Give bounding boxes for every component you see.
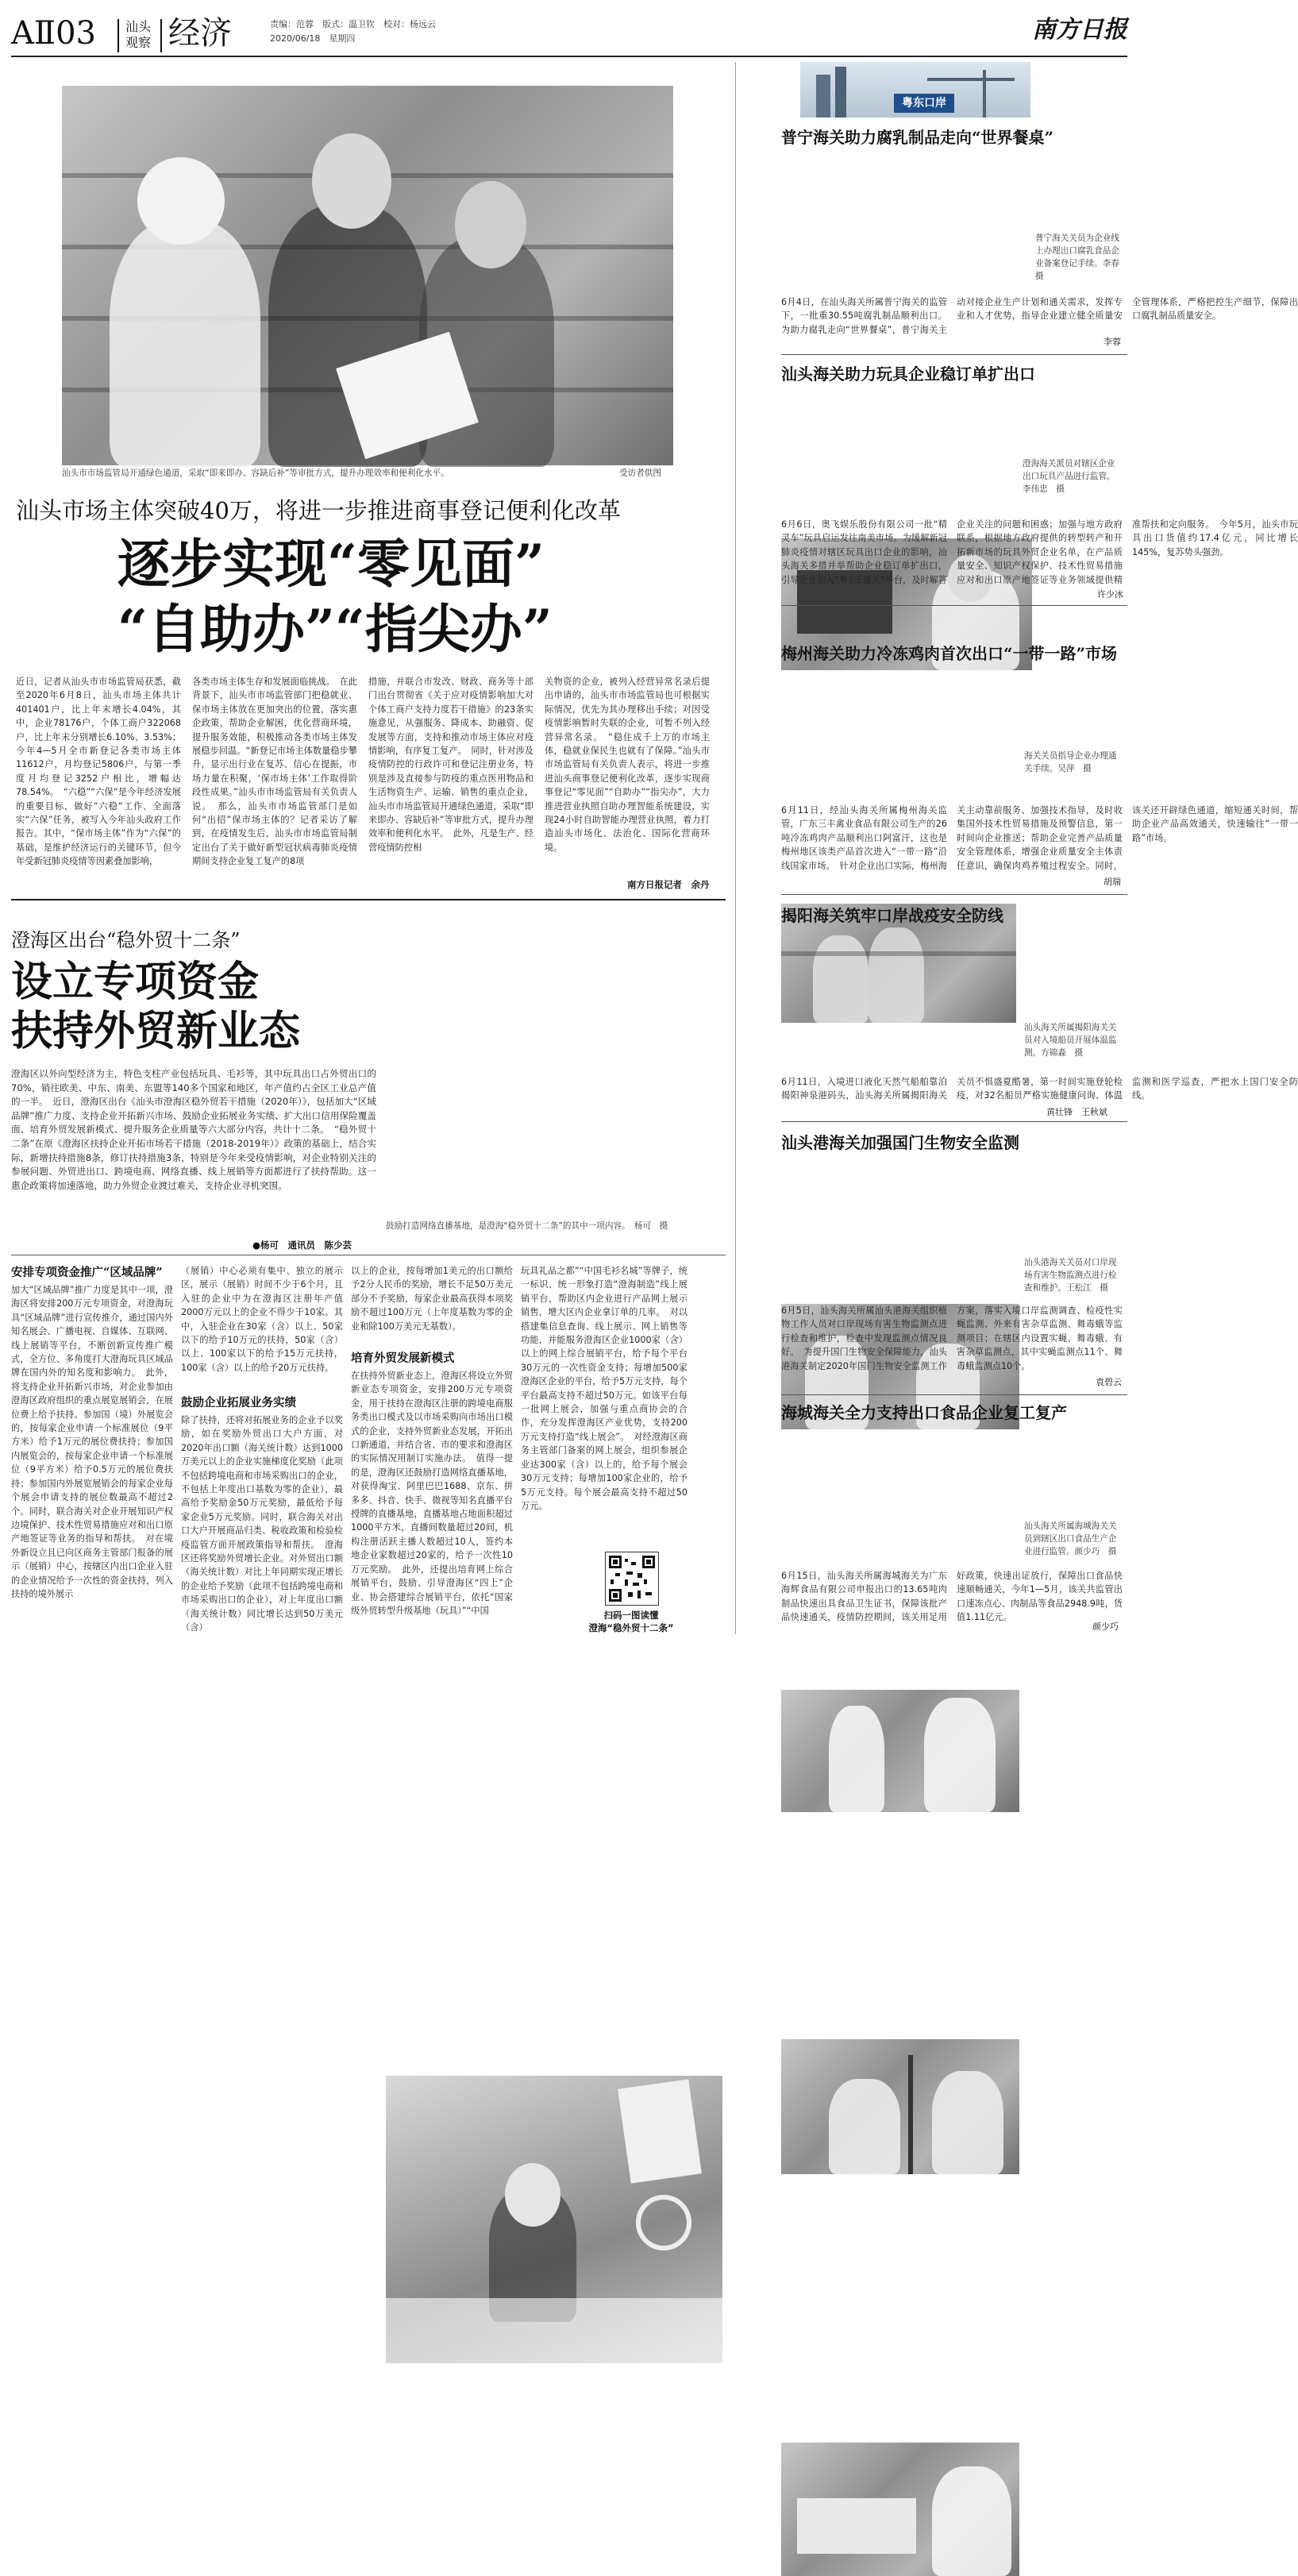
main-kicker: 汕头市场主体突破40万，将进一步推进商事登记便利化改革: [16, 497, 621, 524]
column-stack: [125, 19, 151, 51]
sidebar-item-4-body: 6月11日，入境进口液化天然气船舶靠泊揭阳神泉港码头，汕头海关所属揭阳海关关员不惧盛夏酷暑，第一时间实施登轮检疫，对32名船员严格实施健康问询、体温监测和医学巡查，严把水上国门安全防线。: [781, 1077, 1298, 1101]
second-col-2b: 除了扶持，还将对拓展业务的企业予以奖励，如在奖励外贸出口大户方面，对2020年出口额（海关统计数）达到1000万美元以上的企业实施梯度化奖励（此项不包括跨境电商和市场采购出口的企业，不包括上年度出口基数为零的企业），最高给予奖励金50万元奖励，最低给予每家企业5万元奖励。同时，联合海关对出口大户开展商品归类、税收政策和检验检疫监管方面开展政策指导和帮扶。 澄海区还将奖励外贸增长企业。对外贸出口额（海关统计数）对比上年同期实现正增长的企业给予奖励（此项不包括跨境电商和市场采购出口的企业），对上年度出口额（海关统计数）同比增长达到50万美元（含）: [181, 1415, 343, 1633]
sidebar-item-3-caption: 海关关员指导企业办理通关手续。吴萍 摄: [1024, 751, 1117, 773]
qr-code[interactable]: [605, 1552, 659, 1606]
sidebar-item-4-caption: 汕头海关所属揭阳海关关员对入境船员开展体温监测。方锦淼 摄: [1024, 1023, 1117, 1058]
sidebar-rule-2: [781, 605, 1127, 606]
sidebar-item-3-body: 6月11日，经汕头海关所属梅州海关监管，广东三丰禽业食品有限公司生产的26吨冷冻鸡肉产品顺利出口阿富汗，这也是梅州地区该类产品首次进入“一带一路”沿线国家市场。 针对企业出口实际，梅州海关主动靠前服务、加强技术指导，及时收集国外技术性贸易措施及预警信息，第一时间向企业推送；帮助企业完善产品质量安全管理体系，增强企业质量安全主体责任意识，确保肉鸡养殖过程安全。同时，该关还开辟绿色通道，缩短通关时间，帮助企业产品高效通关，快速输往“一带一路”市场。: [781, 805, 1298, 871]
editors-line: 责编：范蓉 版式：温卫钦 校对：杨远云: [270, 19, 436, 29]
sidebar-item-1-author: 李蓉: [1103, 337, 1121, 347]
header-divider-2: [160, 19, 162, 52]
sidebar-item-2-title: 汕头海关助力玩具企业稳订单扩出口: [781, 364, 1035, 384]
section-rule: [11, 899, 726, 900]
second-col-3b: 在扶持外贸新业态上，澄海区将设立外贸新业态专项资金，安排200万元专项资金，用于扶持在澄海区注册的跨境电商服务类出口模式及以市场采购向市场出口模式的企业，支持外贸新业态发展，开拓出口新通道，并结合省、市的要求和澄海区的实际情况用制订实施办法。 值得一提的是，澄海区还鼓励打造网络直播基地，对获得淘宝、阿里巴巴1688、京东、拼多多、抖音、快手、微视等知名直播平台授牌的直播基地，直播基地占地面积超过1000平方米，直播间数量超过20间，机构注册活跃主播人数超过10人，签约本地企业家数超过20家的，给予一次性10万元奖励。 此外，还提出培育网上综合展销平台，鼓励、引导澄海区“四上”企业、协会搭建综合展销平台，依托“国家级外贸转型升级基地（玩具）”“中国: [351, 1371, 513, 1616]
qr-code-icon: [609, 1556, 655, 1602]
sidebar-item-1-title: 普宁海关助力腐乳制品走向“世界餐桌”: [781, 128, 1054, 147]
sidebar-item-6-body: 6月15日，汕头海关所属海城海关为广东海辉食品有限公司申报出口的13.65吨肉制品快速出具食品卫生证书，保障该批产品快速通关，疫情防控期间，该关用足用好政策，快速出证放行，保障出口食品快速顺畅通关，今年1—5月，该关共监管出口速冻点心、肉制品等食品2948.9吨，货值1.11亿元。: [781, 1571, 1123, 1623]
main-body-col-3: 措施，并联合市发改、财政、商务等十部门出台贯彻省《关于应对疫情影响加大对个体工商户支持力度若干措施》的23条实施意见，从强服务、降成本、助融资、促发展等方面，支持和推动市场主体应对疫情影响，有序复工复产。 同时，针对涉及疫情防控的行政许可和登记注册业务，特别是涉及直接参与防疫的重点医用物品和生活物资生产、运输、销售的重点企业，汕头市市场监管局开通绿色通道，采取“即来即办、容缺后补”等审批方式，提升办理效率和便利化水平。 此外，凡是生产、经营疫情防控相: [368, 677, 533, 853]
sidebar-rule-3: [781, 894, 1127, 895]
qr-caption: [556, 1609, 707, 1634]
sidebar-item-5-photo: [781, 2039, 1019, 2174]
second-col-4: 玩具礼品之都”“中国毛衫名城”等牌子，统一标识、统一形象打造“澄海制造”线上展销平台，帮助区内企业进行产品网上展示销售，增大区内企业拿订单的几率。 对以搭建集信息查询、线上展示、网上销售等功能，并能服务澄海区企业1000家（含）以上的网上综合展销平台，给予每个平台30万元的一次性资金支持；每增加500家澄海区企业的平台，给予5万元支持，每个平台最高支持不超过50万元。如该平台每一批网上展会，加强与重点商协会的合作，充分发挥澄海区产业优势，支持200万元支持打造“线上展会”。 对经澄海区商务主管部门备案的网上展会，组织参展企业达300家（含）以上的，给予每个展会30万元支持；每增加100家企业的，给予5万元支持。每个展会最高支持不超过50万元。: [521, 1266, 688, 1511]
second-subhead-2: 鼓励企业拓展业务实绩: [181, 1396, 296, 1409]
main-body-col-1: 近日，记者从汕头市市场监管局获悉，截至2020年6月8日，汕头市场主体共计401401户，比上年末增长4.04%，其中，企业78176户，个体工商户322068户，比上年末分别增长6.10%、3.53%；今年4—5月全市新登记各类市场主体11612户，月均登记5806户，与第一季度月均登记3252户相比，增幅达78.54%。 “六稳”“六保”是今年经济发展的重要目标，做好“六稳”工作、全面落实“六保”任务，被写入今年汕头政府工作报告。其中，“保市场主体”作为“六保”的基础，是维护经济运行的关键环节，但今年受新冠肺炎疫情等因素叠加影响，: [16, 677, 181, 867]
masthead-logo: 南方日报: [1032, 16, 1127, 44]
header-rule: [11, 56, 1127, 57]
sidebar-item-4-author: 黄壮锋 王秋斌: [1046, 1107, 1107, 1117]
second-col-2: （展销）中心必须有集中、独立的展示区，展示（展销）时间不少于6个月，且入驻的企业中为在澄海区注册年产值2000万元以上的企业不得少于10家。其中，入驻企业在30家（含）以上、50家以下的给予10万元的扶持，50家（含）以上、100家以下的给予15万元扶持，100家（含）以上的给予20万元扶持。: [181, 1266, 343, 1373]
second-photo: [386, 2076, 722, 2363]
qr-caption-line-1: 扫码一图读懂: [603, 1610, 659, 1621]
second-kicker: 澄海区出台“稳外贸十二条”: [11, 929, 241, 951]
sidebar-badge: 粤东口岸: [894, 94, 954, 113]
column-stack-line-1: 汕头: [125, 19, 152, 34]
date-line: 2020/06/18 星期四: [270, 33, 356, 44]
second-col-3: 以上的企业，按每增加1美元的出口额给予2分人民币的奖励，增长不足50万美元部分不予奖励，每家企业最高获得本项奖励不超过100万元（上年度基数为零的企业和除100万美元无基数）。: [351, 1266, 513, 1332]
page-number: AⅡ03: [11, 15, 96, 52]
sidebar-item-4-title: 揭阳海关筑牢口岸战疫安全防线: [781, 906, 1003, 925]
sidebar-item-6-author: 颜少巧: [1092, 1622, 1119, 1632]
sidebar-item-2-author: 许少冰: [1097, 589, 1123, 600]
second-byline: ●杨可 通讯员 陈少芸: [252, 1240, 352, 1251]
sidebar-item-5-author: 袁碧云: [1096, 1377, 1122, 1387]
sidebar-rule-5: [781, 1394, 1127, 1395]
sidebar-item-6-caption: 汕头海关所属海城海关关员到辖区出口食品生产企业进行监管。颜少巧 摄: [1024, 1521, 1117, 1556]
sidebar-rule-1: [781, 354, 1127, 355]
sidebar-item-5-caption: 汕头港海关关员对口岸现场有害生物监测点进行检查和维护。王松江 摄: [1024, 1258, 1117, 1293]
sidebar-item-1-caption: 普宁海关关员为企业线上办理出口腐乳食品企业备案登记手续。李春 摄: [1035, 233, 1128, 281]
sidebar-item-5-title: 汕头港海关加强国门生物安全监测: [781, 1133, 1019, 1152]
sidebar-divider: [735, 62, 736, 1634]
second-subhead-3: 培育外贸发展新模式: [351, 1352, 455, 1365]
main-photo: [62, 86, 673, 465]
main-body-col-4: 关物资的企业，被列入经营异常名录后提出申请的，汕头市市场监管局也可根据实际情况，优先为其办理移出手续；对因受疫情影响暂时失联的企业，可暂不列入经营异常名录。 “稳住成千上万的市场主体，稳就业保民生也就有了保障。”汕头市市场监管局有关负责人表示，将进一步推进汕头商事登记便利化改革，逐步实现商事登记“零见面”“自助办”“指尖办”，大力推进营业执照自助办理智能系统建设，实现24小时自助智能办理营业执照，着力打造汕头市场化、法治化、国际化营商环境。: [545, 677, 710, 853]
main-byline: 南方日报记者 余丹: [627, 879, 710, 890]
qr-caption-line-2: 澄海“稳外贸十二条”: [588, 1622, 674, 1633]
second-col-1: 加大“区域品牌”推广力度是其中一项，澄海区将安排200万元专项资金，对澄海玩具“区域品牌”进行宣传推介，通过国内外知名展会、广播电视、自媒体、互联网、线上展销等平台，不断创新宣传推广模式，全方位、多角度打大澄海玩具区域品牌在国内外的知名度和影响力。 此外，将支持企业开拓新兴市场，对企业参加由澄海区政府组织的重点展览展销会，在展位费上给予扶持。参加国（境）外展览会的，按每家企业申请一个标准展位（9平方米）给予1万元的展位费扶持；参加国内展览会的，按每家企业申请一个标准展位（9平方米）给予0.5万元的展位费扶持；参加国内外展览展销会的每家企业每个展会申请支持的展位数最高不超过2个。同时，联合海关对企业开展知识产权边境保护、技术性贸易措施应对和出口原产地签证等业务的指导和帮扶。 对在境外新设立且已向区商务主管部门报备的展示（展销）中心，按辖区内出口企业入驻的企业情况给予一次性的资金扶持，列入扶持的境外展示: [11, 1285, 173, 1599]
sidebar-item-2-caption: 澄海海关派员对辖区企业出口玩具产品进行监管。李伟忠 摄: [1023, 459, 1115, 494]
main-body-col-2: 各类市场主体生存和发展面临挑战。 在此背景下，汕头市市场监管部门把稳就业、保市场主体放在更加突出的位置，落实惠企政策，帮助企业解困，优化营商环境，提升服务效能，积极推动各类市场主体发展稳步回温。“新登记市场主体数量稳步攀升，显示出行业在复苏、信心在提振，市场力量在积聚，‘保市场主体’工作取得阶段性成果。”汕头市市场监管局有关负责人说。 那么，汕头市市场监管部门是如何“出招”保市场主体的？记者采访了解到，在疫情发生后，汕头市市场监管局制定出台了关于做好新型冠状病毒肺炎疫情期间支持企业复工复产的8项: [192, 677, 357, 867]
second-subhead-1: 安排专项资金推广“区域品牌”: [11, 1266, 163, 1279]
second-headline-2: 扶持外贸新业态: [11, 1007, 301, 1055]
sidebar-item-3-author: 胡瑞: [1103, 877, 1121, 887]
sidebar-rule-4: [781, 1121, 1127, 1122]
sidebar-item-4-photo: [781, 1690, 1019, 1812]
main-headline-2: “自助办”“指尖办”: [117, 598, 553, 660]
sidebar-item-6-photo: [781, 2443, 1019, 2576]
column-stack-line-2: 观察: [125, 35, 152, 50]
sidebar-item-2-body: 6月6日，奥飞娱乐股份有限公司一批“精灵车”玩具启运发往南美市场。为缓解新冠肺炎疫情对辖区玩具出口企业的影响，汕头海关多措并举帮助企业稳订单扩出口，引导企业加入“粤东E通关”平台，及时解答企业关注的问题和困惑；加强与地方政府联系，根据地方政府提供的转型转产和开拓新市场的玩具外贸企业名单，在产品质量安全、知识产权保护、技术性贸易措施应对和出口原产地签证等业务领域提供精准帮扶和定向服务。 今年5月，汕头市玩具出口货值约17.4亿元，同比增长145%，复苏势头强劲。: [781, 519, 1298, 585]
sidebar-item-1-body: 6月4日，在汕头海关所属普宁海关的监管下，一批重30.55吨腐乳制品顺利出口。为助力腐乳走向“世界餐桌”，普宁海关主动对接企业生产计划和通关需求，发挥专业和人才优势，指导企业建立健全质量安全管理体系，严格把控生产细节，保障出口腐乳制品质量安全。: [781, 297, 1298, 335]
main-photo-credit: 受访者供图: [619, 469, 661, 478]
sidebar-item-6-title: 海城海关全力支持出口食品企业复工复产: [781, 1403, 1067, 1422]
header-divider: [117, 19, 119, 52]
second-lead: 澄海区以外向型经济为主，特色支柱产业包括玩具、毛衫等，其中玩具出口占外贸出口的70%，销往欧美、中东、南美、东盟等140多个国家和地区，年产值约占全区工业总产值的一半。 近日，澄海区出台《汕头市澄海区稳外贸若干措施（2020年）》，包括加大“区域品牌”推广力度、支持企业开拓新兴市场、鼓励企业拓展业务实绩、扩大出口信用保险覆盖面、培育外贸发展新模式、提升服务企业质量等六大部分内容，共计十二条。 “稳外贸十二条”在原《澄海区扶持企业开拓市场若干措施（2018-2019年）》政策的基础上，结合实际，新增扶持措施8条，修订扶持措施3条，特别是今年来受疫情影响，对企业特别关注的参展问题、外贸进出口、跨境电商、网络直播、线上展销等方面都进行了扶持帮助。这一惠企政策将加速落地，助力外贸企业渡过难关，支持企业寻机突围。: [11, 1068, 376, 1191]
second-headline-1: 设立专项资金: [11, 958, 260, 1006]
main-headline-1: 逐步实现“零见面”: [117, 533, 545, 595]
section-title: 经济: [168, 15, 232, 52]
second-photo-caption: 鼓励打造网络直播基地，是澄海“稳外贸十二条”的其中一项内容。 杨可 摄: [386, 1221, 668, 1231]
main-photo-caption: 汕头市市场监管局开通绿色通道，采取“即来即办、容缺后补”等审批方式，提升办理效率和便利化水平。: [62, 469, 449, 478]
sidebar-item-5-body: 6月5日，汕头海关所属汕头港海关组织植物工作人员对口岸现场有害生物监测点进行检查和维护，检查中发现监测点情况良好。 为提升国门生物安全保障能力，汕头港海关制定2020年国门生物安全监测工作方案，落实入境口岸监测调查、检疫性实蝇监测、外来有害杂草监测、舞毒蛾等监测项目；在辖区内设置实蝇、舞毒蛾、有害杂草监测点，其中实蝇监测点11个、舞毒蛾监测点10个。: [781, 1305, 1123, 1371]
sidebar-item-3-title: 梅州海关助力冷冻鸡肉首次出口“一带一路”市场: [781, 644, 1118, 663]
